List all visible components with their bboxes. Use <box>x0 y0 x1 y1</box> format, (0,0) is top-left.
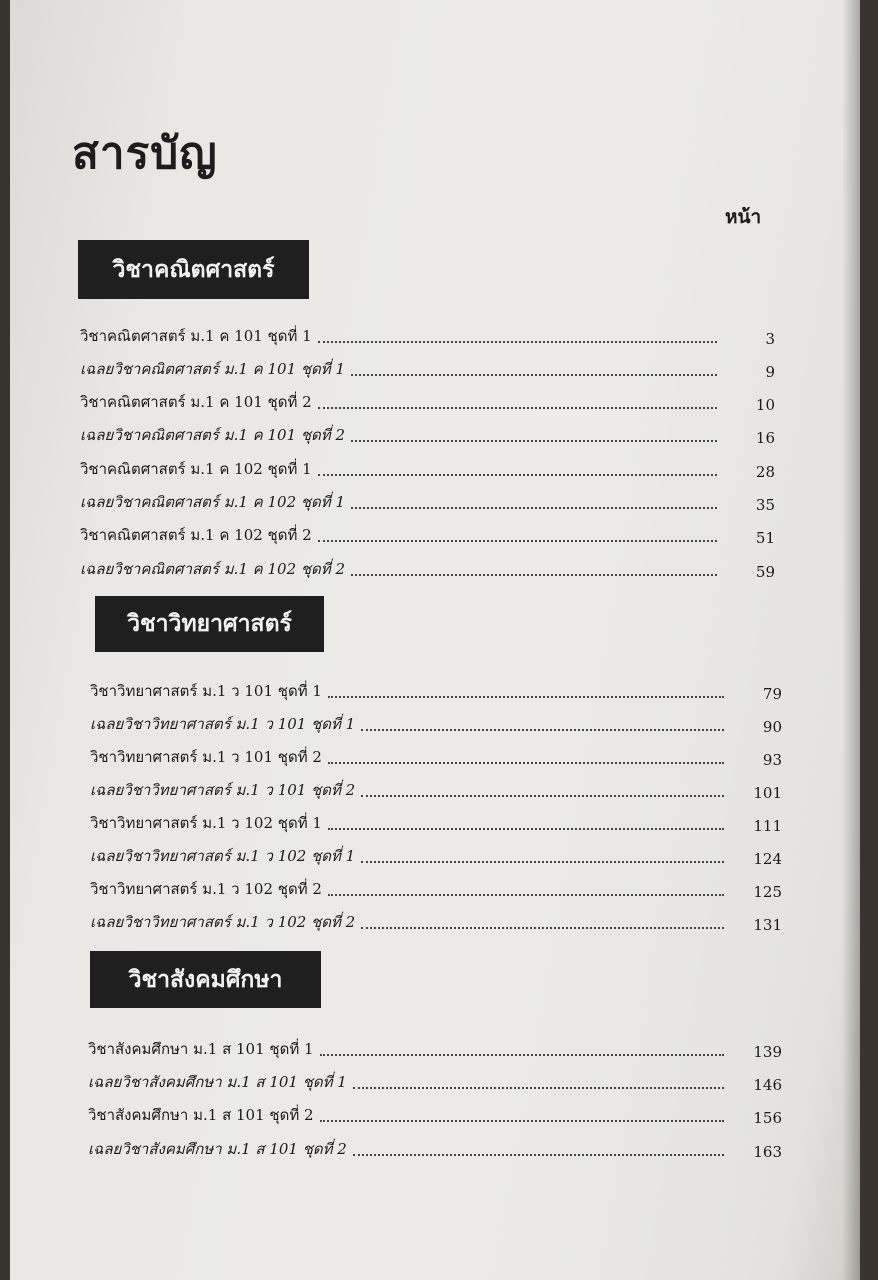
toc-entry-label: เฉลยวิชาคณิตศาสตร์ ม.1 ค 102 ชุดที่ 1 <box>80 493 345 511</box>
toc-entry-page-number: 101 <box>753 784 782 802</box>
toc-entry-label: เฉลยวิชาคณิตศาสตร์ ม.1 ค 102 ชุดที่ 2 <box>80 560 345 578</box>
toc-entry <box>90 681 782 703</box>
toc-entry-label: เฉลยวิชาสังคมศึกษา ม.1 ส 101 ชุดที่ 2 <box>88 1140 347 1158</box>
toc-entry-label: วิชาคณิตศาสตร์ ม.1 ค 101 ชุดที่ 2 <box>80 393 312 411</box>
page-title: สารบัญ <box>72 128 218 179</box>
dot-leader <box>320 1053 724 1056</box>
dot-leader <box>328 695 724 698</box>
toc-entry-page-number: 146 <box>753 1076 782 1094</box>
section-heading-social: วิชาสังคมศึกษา <box>90 951 321 1008</box>
toc-entry-label: วิชาคณิตศาสตร์ ม.1 ค 101 ชุดที่ 1 <box>80 327 312 345</box>
dot-leader <box>361 728 724 731</box>
dot-leader <box>351 573 717 576</box>
toc-entry-page-number: 10 <box>755 396 775 414</box>
dot-leader <box>318 539 717 542</box>
toc-entry <box>90 813 782 835</box>
toc-entry-page-number: 35 <box>755 496 775 514</box>
toc-entry-label: เฉลยวิชาวิทยาศาสตร์ ม.1 ว 102 ชุดที่ 1 <box>90 847 356 865</box>
toc-entry <box>80 392 775 414</box>
toc-entry <box>80 326 775 348</box>
toc-entry-label: วิชาคณิตศาสตร์ ม.1 ค 102 ชุดที่ 1 <box>80 460 312 478</box>
toc-entry-label: วิชาสังคมศึกษา ม.1 ส 101 ชุดที่ 2 <box>88 1106 314 1124</box>
toc-entry-label: วิชาคณิตศาสตร์ ม.1 ค 102 ชุดที่ 2 <box>80 526 312 544</box>
toc-entry <box>80 492 775 514</box>
toc-entry-label: วิชาวิทยาศาสตร์ ม.1 ว 101 ชุดที่ 1 <box>90 682 322 700</box>
dot-leader <box>351 373 717 376</box>
toc-entry <box>80 359 775 381</box>
toc-entry-page-number: 139 <box>753 1043 782 1061</box>
toc-entry <box>90 747 782 769</box>
dot-leader <box>351 506 717 509</box>
dot-leader <box>328 761 724 764</box>
dot-leader <box>318 473 717 476</box>
toc-entry-page-number: 131 <box>753 916 782 934</box>
toc-entry-page-number: 163 <box>753 1143 782 1161</box>
dot-leader <box>318 340 717 343</box>
toc-entry <box>88 1072 782 1094</box>
toc-entry-page-number: 59 <box>755 563 775 581</box>
dot-leader <box>320 1119 724 1122</box>
toc-entry <box>80 525 775 547</box>
toc-entry <box>90 780 782 802</box>
dot-leader <box>361 794 724 797</box>
toc-entry-label: เฉลยวิชาสังคมศึกษา ม.1 ส 101 ชุดที่ 1 <box>88 1073 347 1091</box>
toc-entry-label: เฉลยวิชาวิทยาศาสตร์ ม.1 ว 101 ชุดที่ 1 <box>90 715 356 733</box>
section-heading-math: วิชาคณิตศาสตร์ <box>78 240 309 299</box>
toc-entry <box>88 1139 782 1161</box>
dot-leader <box>318 406 717 409</box>
page-column-header: หน้า <box>725 206 762 228</box>
toc-entry-page-number: 16 <box>755 429 775 447</box>
dot-leader <box>328 893 724 896</box>
toc-entry-page-number: 9 <box>765 363 775 381</box>
toc-entry-label: วิชาสังคมศึกษา ม.1 ส 101 ชุดที่ 1 <box>88 1040 314 1058</box>
page-edge-shadow <box>842 0 860 1280</box>
section-heading-science: วิชาวิทยาศาสตร์ <box>95 596 324 652</box>
toc-entry <box>80 459 775 481</box>
toc-entry-page-number: 28 <box>755 463 775 481</box>
dot-leader <box>353 1086 724 1089</box>
dot-leader <box>353 1153 724 1156</box>
toc-entry-page-number: 124 <box>753 850 782 868</box>
toc-entry-page-number: 111 <box>753 817 782 835</box>
toc-entry-label: วิชาวิทยาศาสตร์ ม.1 ว 101 ชุดที่ 2 <box>90 748 322 766</box>
toc-entry <box>90 714 782 736</box>
toc-entry-page-number: 3 <box>765 330 775 348</box>
toc-entry-label: เฉลยวิชาคณิตศาสตร์ ม.1 ค 101 ชุดที่ 1 <box>80 360 345 378</box>
toc-entry <box>90 879 782 901</box>
toc-entry-label: เฉลยวิชาวิทยาศาสตร์ ม.1 ว 102 ชุดที่ 2 <box>90 913 356 931</box>
toc-entry <box>80 425 775 447</box>
toc-entry-page-number: 93 <box>762 751 782 769</box>
toc-entry-label: วิชาวิทยาศาสตร์ ม.1 ว 102 ชุดที่ 1 <box>90 814 322 832</box>
toc-entry <box>88 1105 782 1127</box>
toc-entry <box>80 559 775 581</box>
toc-entry <box>90 846 782 868</box>
dot-leader <box>328 827 724 830</box>
toc-entry-page-number: 79 <box>762 685 782 703</box>
toc-entry-page-number: 125 <box>753 883 782 901</box>
toc-entry-label: เฉลยวิชาคณิตศาสตร์ ม.1 ค 101 ชุดที่ 2 <box>80 426 345 444</box>
toc-entry-label: เฉลยวิชาวิทยาศาสตร์ ม.1 ว 101 ชุดที่ 2 <box>90 781 356 799</box>
toc-entry <box>90 912 782 934</box>
toc-entry-page-number: 156 <box>753 1109 782 1127</box>
dot-leader <box>361 860 724 863</box>
dot-leader <box>361 926 724 929</box>
document-page <box>10 0 860 1280</box>
toc-entry <box>88 1039 782 1061</box>
dot-leader <box>351 439 717 442</box>
toc-entry-page-number: 90 <box>762 718 782 736</box>
toc-entry-label: วิชาวิทยาศาสตร์ ม.1 ว 102 ชุดที่ 2 <box>90 880 322 898</box>
toc-entry-page-number: 51 <box>755 529 775 547</box>
